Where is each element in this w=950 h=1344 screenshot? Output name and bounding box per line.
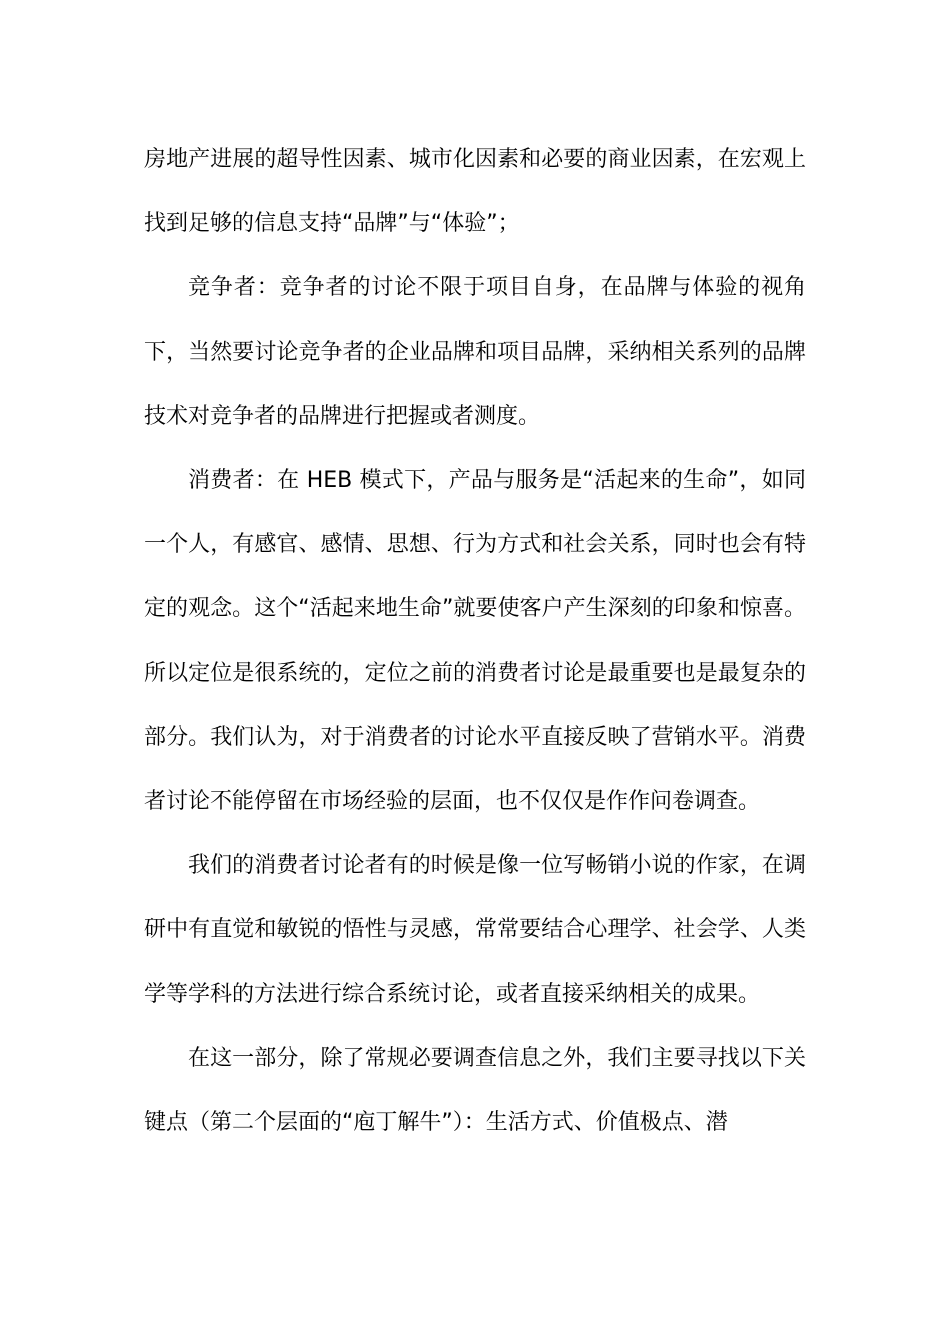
paragraph-key-points: 在这一部分，除了常规必要调查信息之外，我们主要寻找以下关键点（第二个层面的“庖丁解牛”）：生活方式、价值极点、潜 [144,1045,806,1136]
paragraph-1: 房地产进展的超导性因素、城市化因素和必要的商业因素，在宏观上找到足够的信息支持“品牌”与“体验”； [144,147,806,237]
paragraph-consumer-researchers: 我们的消费者讨论者有的时候是像一位写畅销小说的作家，在调研中有直觉和敏锐的悟性与灵感，常常要结合心理学、社会学、人类学等学科的方法进行综合系统讨论，或者直接采纳相关的成果。 [144,853,806,1007]
paragraph-consumers: 消费者：在 HEB 模式下，产品与服务是“活起来的生命”，如同一个人，有感官、感情、思想、行为方式和社会关系，同时也会有特定的观念。这个“活起来地生命”就要使客户产生深刻的印象和惊喜。所以定位是很系统的，定位之前的消费者讨论是最重要也是最复杂的部分。我们认为，对于消费者的讨论水平直接反映了营销水平。消费者讨论不能停留在市场经验的层面，也不仅仅是作作问卷调查。 [144,468,806,815]
document-body [144,128,806,1155]
paragraph-competitors: 竞争者：竞争者的讨论不限于项目自身，在品牌与体验的视角下，当然要讨论竞争者的企业品牌和项目品牌，采纳相关系列的品牌技术对竞争者的品牌进行把握或者测度。 [144,275,806,429]
